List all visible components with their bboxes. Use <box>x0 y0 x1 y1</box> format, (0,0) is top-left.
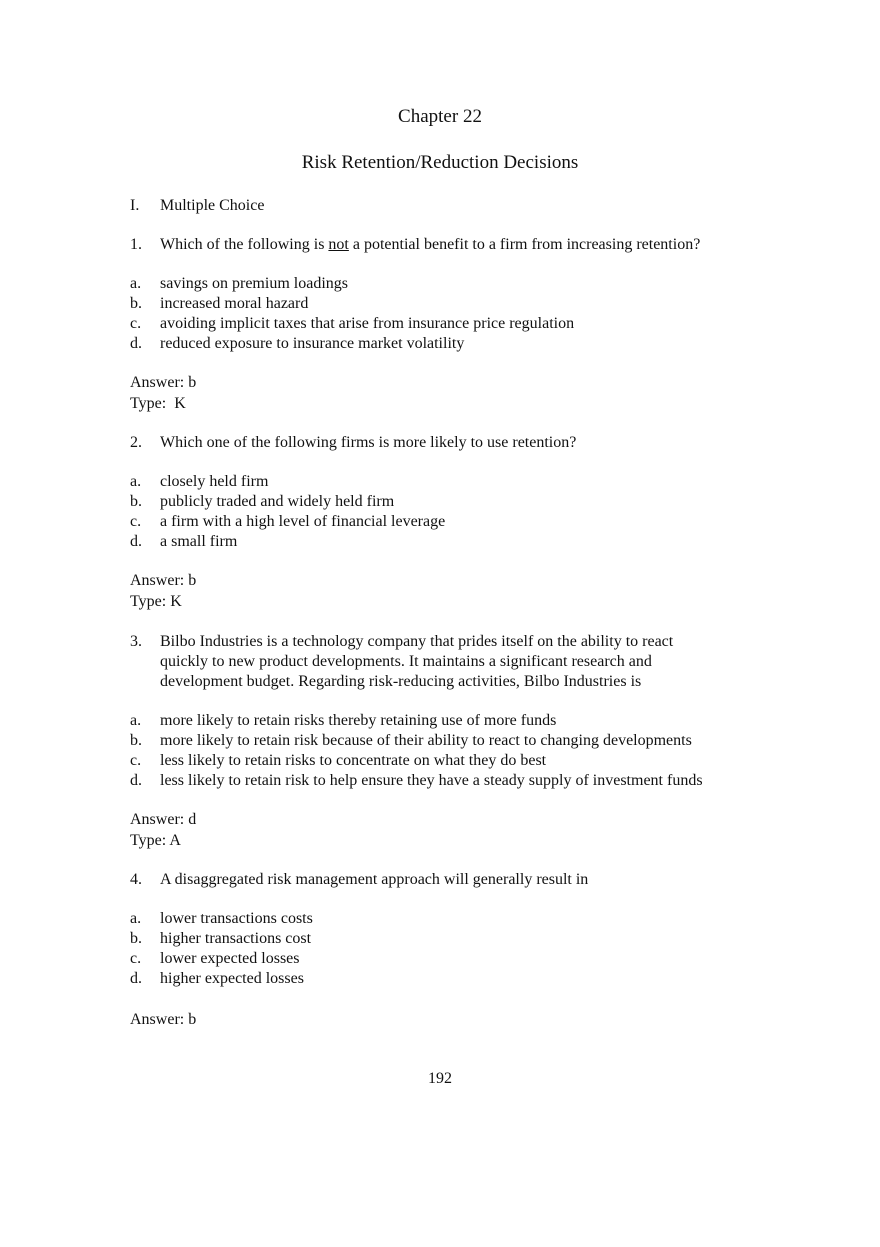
option-text: more likely to retain risk because of their ability to react to changing developments <box>160 732 692 749</box>
option-text: avoiding implicit taxes that arise from insurance price regulation <box>160 315 575 332</box>
option-text: higher transactions cost <box>160 930 312 947</box>
option-text: closely held firm <box>160 473 269 490</box>
section-label: Multiple Choice <box>160 197 265 214</box>
type-line: Type: A <box>130 832 181 849</box>
type-line: Type: K <box>130 395 186 412</box>
question-text-part: Which of the following is <box>160 236 329 253</box>
question-text-line: development budget. Regarding risk-reducing activities, Bilbo Industries is <box>160 673 642 690</box>
option-letter: a. <box>130 275 142 292</box>
option-text: less likely to retain risks to concentrate on what they do best <box>160 752 547 769</box>
option-letter: b. <box>130 930 142 947</box>
question-number: 1. <box>130 236 142 253</box>
option-letter: a. <box>130 712 142 729</box>
answer-line: Answer: b <box>130 1011 197 1028</box>
page-number: 192 <box>428 1070 452 1087</box>
option-text: publicly traded and widely held firm <box>160 493 395 510</box>
question-number: 2. <box>130 434 142 451</box>
question-text <box>160 235 700 255</box>
option-letter: c. <box>130 950 142 967</box>
option-letter: d. <box>130 533 142 550</box>
option-text: more likely to retain risks thereby retaining use of more funds <box>160 712 557 729</box>
section-numeral: I. <box>130 197 140 214</box>
option-text: a firm with a high level of financial leverage <box>160 513 446 530</box>
type-line: Type: K <box>130 593 182 610</box>
option-letter: d. <box>130 970 142 987</box>
option-text: a small firm <box>160 533 238 550</box>
option-letter: d. <box>130 335 142 352</box>
question-emphasis: not <box>328 236 349 253</box>
answer-line: Answer: b <box>130 572 197 589</box>
answer-line: Answer: b <box>130 374 197 391</box>
option-letter: c. <box>130 315 142 332</box>
option-text: lower expected losses <box>160 950 300 967</box>
chapter-heading: Chapter 22 <box>398 106 482 127</box>
question-number: 4. <box>130 871 142 888</box>
option-letter: c. <box>130 752 142 769</box>
question-text: Which one of the following firms is more likely to use retention? <box>160 434 577 451</box>
option-letter: c. <box>130 513 142 530</box>
option-text: reduced exposure to insurance market volatility <box>160 335 465 352</box>
option-letter: b. <box>130 493 142 510</box>
option-text: increased moral hazard <box>160 295 309 312</box>
option-letter: a. <box>130 910 142 927</box>
option-text: lower transactions costs <box>160 910 313 927</box>
option-text: higher expected losses <box>160 970 304 987</box>
answer-line: Answer: d <box>130 811 197 828</box>
question-text-part: a potential benefit to a firm from increasing retention? <box>348 236 701 253</box>
question-text-line: quickly to new product developments. It maintains a significant research and <box>160 653 652 670</box>
option-text: less likely to retain risk to help ensure they have a steady supply of investment funds <box>160 772 703 789</box>
option-text: savings on premium loadings <box>160 275 348 292</box>
question-text: A disaggregated risk management approach will generally result in <box>160 871 589 888</box>
option-letter: d. <box>130 772 142 789</box>
option-letter: b. <box>130 295 142 312</box>
question-number: 3. <box>130 633 142 650</box>
page-title: Risk Retention/Reduction Decisions <box>301 152 579 173</box>
option-letter: a. <box>130 473 142 490</box>
option-letter: b. <box>130 732 142 749</box>
question-text-line: Bilbo Industries is a technology company that prides itself on the ability to react <box>160 633 674 650</box>
